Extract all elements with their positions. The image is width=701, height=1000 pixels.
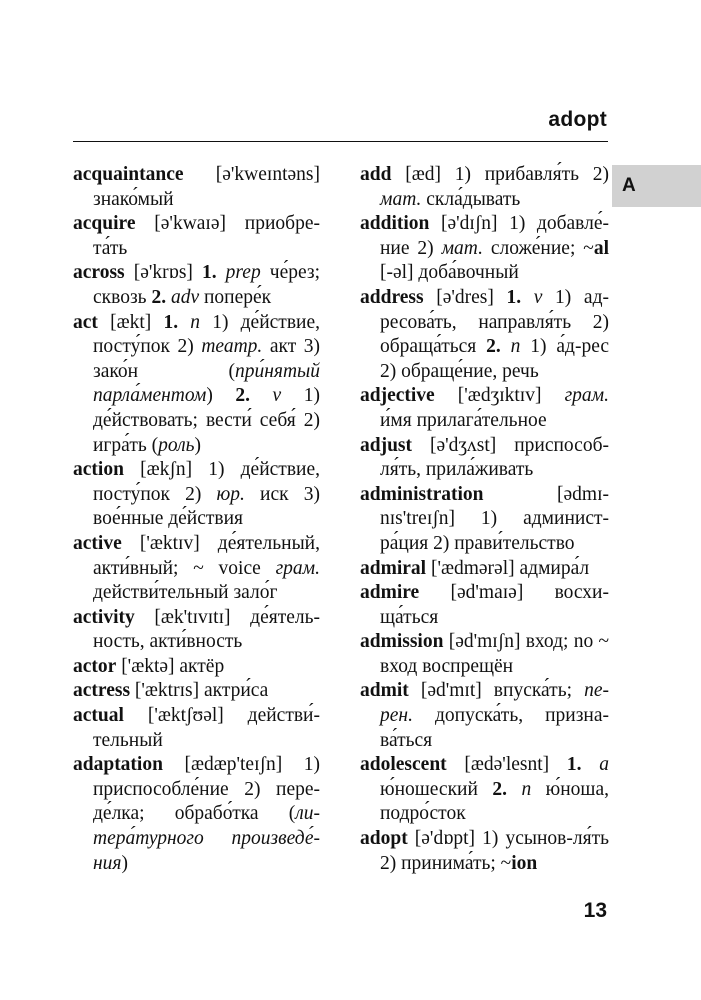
sense-number: 2. [486, 336, 501, 358]
entry-text: ['æktʃʊəl] действи́-тельный [93, 705, 320, 751]
part-of-speech: adv [170, 286, 200, 308]
headword: address [360, 286, 424, 308]
entry-text: [ədmɪ-nɪs'treɪʃn] 1) админист-ра́ция 2) прави́тельство [380, 483, 609, 554]
entry-text: действи́тельный зало́г [93, 582, 278, 604]
part-of-speech: v [272, 385, 282, 407]
entry-text: ю́ноша, подро́сток [380, 778, 609, 825]
entry-text: че́рез; сквозь [93, 262, 320, 308]
entry-text: 1) де́йствие, посту́пок 2) [93, 311, 320, 358]
usage-label: театр. [201, 336, 263, 358]
headword: adaptation [73, 754, 163, 776]
dictionary-entry [360, 212, 609, 286]
dictionary-entry [73, 532, 320, 606]
entry-text [507, 779, 521, 800]
dictionary-entry [73, 606, 320, 655]
part-of-speech: prep [225, 262, 261, 284]
entry-text [582, 754, 600, 775]
entry-text: акт 3) зако́н ( [93, 336, 321, 382]
entry-text: ю́ношеский [380, 778, 493, 800]
dictionary-entry [73, 163, 320, 212]
left-column [73, 163, 320, 876]
usage-label: грам. [564, 385, 609, 407]
dictionary-entry [73, 311, 320, 459]
usage-label: грам. [275, 557, 320, 579]
headword: adjective [360, 385, 435, 407]
headword: actual [73, 705, 124, 727]
usage-label: роль [158, 434, 195, 456]
entry-text: ['æktə] актёр [116, 655, 225, 677]
dictionary-entry [73, 212, 320, 261]
sense-number: 1. [566, 754, 582, 776]
dictionary-entry [73, 458, 320, 532]
entry-text: ) [194, 434, 202, 456]
headword: adolescent [360, 754, 447, 776]
headword: actor [73, 655, 117, 677]
headword: admit [360, 680, 409, 702]
entry-text: попере́к [199, 286, 272, 308]
entry-text [501, 336, 511, 357]
headword: admire [360, 582, 420, 604]
dictionary-entry [360, 163, 609, 212]
sense-number: 2. [492, 778, 507, 800]
dictionary-entry [360, 827, 609, 876]
headword: acquire [73, 213, 136, 235]
usage-label: мат. [441, 237, 483, 259]
entry-text [217, 262, 226, 283]
entry-text: допуска́ть, призна-ва́ться [380, 705, 609, 751]
dictionary-entry [73, 679, 320, 704]
entry-text: [ædə'lesnt] [446, 754, 567, 776]
header-rule [73, 141, 608, 142]
sense-number: 2. [235, 385, 250, 407]
headword: across [73, 262, 125, 284]
entry-text: [ə'krɒs] [124, 262, 202, 284]
sense-number: al [593, 237, 609, 259]
entry-text: ) [206, 385, 236, 407]
dictionary-entry [360, 753, 609, 827]
headword: act [73, 311, 98, 333]
sense-number: 1. [163, 311, 179, 333]
entry-text: [ə'dɪʃn] 1) добавле́-ние 2) [380, 213, 609, 259]
entry-text: 1) ад-ресова́ть, направля́ть 2) обраща́ться [380, 286, 609, 358]
entry-text: [ə'dres] [423, 286, 507, 308]
entry-text: [æk'tɪvɪtɪ] де́ятель-ность, акти́вность [93, 606, 320, 653]
entry-text: сложе́ние; ~ [482, 237, 594, 259]
right-column [360, 163, 609, 876]
dictionary-entry [360, 557, 609, 582]
entry-text: [-əl] доба́вочный [380, 262, 519, 284]
entry-text: [əd'mɪʃn] вход; no ~ вход воспрещён [380, 631, 609, 677]
dictionary-entry [360, 581, 609, 630]
headword: adjust [360, 434, 413, 456]
headword: administration [360, 483, 484, 505]
dictionary-entry [360, 286, 609, 384]
dictionary-entry [73, 261, 320, 310]
section-tab [612, 165, 701, 207]
headword: add [360, 164, 392, 185]
dictionary-entry [73, 753, 320, 876]
headword: admiral [360, 557, 427, 579]
entry-text: [ækʃn] 1) де́йствие, посту́пок 2) [93, 459, 320, 505]
usage-label: юр. [216, 483, 245, 505]
entry-text: [ædæp'teɪʃn] 1) приспособле́ние 2) пере-де́лка; обрабо́тка ( [93, 754, 320, 825]
usage-label: мат. [380, 188, 422, 210]
headword: addition [360, 213, 430, 235]
part-of-speech: n [190, 311, 201, 333]
part-of-speech: n [521, 778, 532, 800]
part-of-speech: v [533, 286, 543, 308]
entry-text: скла́дывать [421, 188, 521, 210]
entry-text: [ə'dʒʌst] приспособ-ля́ть, прила́живать [380, 434, 609, 481]
section-tab-letter: A [622, 175, 636, 196]
entry-text [250, 385, 273, 406]
running-head: adopt [548, 108, 607, 131]
entry-text: ['ædʒɪktɪv] [434, 385, 565, 407]
page-number: 13 [583, 899, 607, 922]
entry-text: 1) а́д-рес 2) обраще́ние, речь [380, 336, 610, 382]
entry-text: ) [121, 852, 128, 874]
entry-text: [əd'mɪt] впуска́ть; [408, 680, 585, 702]
part-of-speech: a [599, 754, 610, 776]
sense-number: ion [511, 852, 538, 874]
headword: adopt [360, 828, 408, 850]
entry-text [178, 312, 190, 333]
dictionary-entry [360, 434, 609, 483]
dictionary-entry [360, 483, 609, 557]
entry-text: и́мя прилага́тельное [380, 409, 547, 431]
entry-text: [ə'kweɪntəns] знако́мый [93, 164, 320, 210]
entry-text: иск 3) вое́нные де́йствия [93, 483, 320, 530]
headword: active [73, 532, 122, 554]
dictionary-entry [73, 655, 320, 680]
sense-number: 2. [151, 286, 167, 308]
entry-text: [ə'dɒpt] 1) усынов-ля́ть 2) принима́ть; ~ [380, 828, 609, 874]
headword: acquaintance [73, 164, 184, 185]
entry-text: [ækt] [97, 311, 164, 333]
headword: action [73, 459, 124, 481]
entry-text [521, 287, 534, 308]
usage-label: пе-рен. [380, 680, 609, 727]
sense-number: 1. [506, 286, 522, 308]
dictionary-entry [360, 384, 609, 433]
usage-label: при́нятый парла́ментом [93, 360, 320, 407]
entry-text: [ə'kwaɪə] приобре-та́ть [93, 213, 320, 259]
sense-number: 1. [201, 262, 217, 284]
part-of-speech: n [510, 336, 521, 358]
entry-text: [əd'maɪə] восхи-ща́ться [380, 582, 609, 628]
dictionary-entry [73, 704, 320, 753]
dictionary-entry [360, 679, 609, 753]
entry-text: 1) де́йствовать; вести́ себя́ 2) игра́ть ( [93, 385, 320, 456]
entry-text: ['æktrɪs] актри́са [130, 680, 269, 702]
headword: actress [73, 680, 131, 702]
headword: admission [360, 631, 444, 653]
dictionary-entry [360, 630, 609, 679]
usage-label: ли-тера́турного произведе́-ния [93, 803, 320, 874]
entry-text: ['ædmərəl] адмира́л [426, 557, 590, 579]
entry-text: [æd] 1) прибавля́ть 2) [391, 164, 609, 185]
headword: activity [73, 606, 135, 628]
entry-text: ['æktɪv] де́ятельный, акти́вный; ~ voice [93, 532, 320, 579]
